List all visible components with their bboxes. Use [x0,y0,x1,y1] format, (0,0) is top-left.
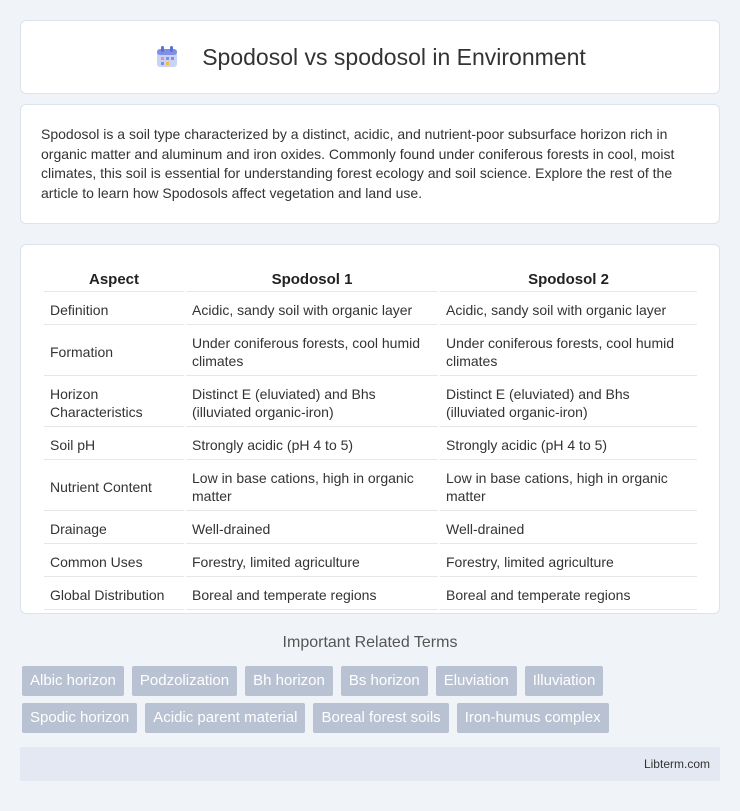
row-aspect: Drainage [44,513,184,544]
comparison-table [42,265,699,612]
row-value-2: Strongly acidic (pH 4 to 5) [440,429,697,460]
tag-iron-humus-complex[interactable]: Iron-humus complex [457,703,609,733]
related-terms-list [22,666,722,740]
table-row [44,546,697,577]
row-value-1: Boreal and temperate regions [186,579,438,610]
page-title: Spodosol vs spodosol in Environment [202,43,586,70]
row-value-1: Strongly acidic (pH 4 to 5) [186,429,438,460]
row-aspect: Soil pH [44,429,184,460]
tag-albic-horizon[interactable]: Albic horizon [22,666,124,696]
row-value-2: Forestry, limited agriculture [440,546,697,577]
row-value-2: Boreal and temperate regions [440,579,697,610]
row-value-1: Distinct E (eluviated) and Bhs (illuviated organic-iron) [186,378,438,427]
row-value-1: Well-drained [186,513,438,544]
header-spodosol-1: Spodosol 1 [186,267,438,292]
tag-spodic-horizon[interactable]: Spodic horizon [22,703,137,733]
title-card [20,20,720,94]
table-row [44,513,697,544]
tag-acidic-parent-material[interactable]: Acidic parent material [145,703,305,733]
table-row [44,378,697,427]
row-aspect: Formation [44,327,184,376]
tag-boreal-forest-soils[interactable]: Boreal forest soils [313,703,448,733]
comparison-table-card [20,244,720,614]
tag-bh-horizon[interactable]: Bh horizon [245,666,333,696]
header-spodosol-2: Spodosol 2 [440,267,697,292]
table-row [44,462,697,511]
row-aspect: Nutrient Content [44,462,184,511]
tag-podzolization[interactable]: Podzolization [132,666,237,696]
row-value-2: Under coniferous forests, cool humid climates [440,327,697,376]
intro-text: Spodosol is a soil type characterized by a distinct, acidic, and nutrient-poor subsurface horizon rich in organic matter and aluminum and iron oxides. Commonly found under coniferous forests in cool, moist climates, this soil is essential for understanding forest ecology and soil science. Explore the rest of the article to learn how Spodosols affect vegetation and land use. [41,126,675,201]
table-row [44,429,697,460]
tag-bs-horizon[interactable]: Bs horizon [341,666,428,696]
footer-link[interactable]: Libterm.com [643,757,710,771]
calendar-icon [154,44,180,70]
related-terms-title: Important Related Terms [282,634,458,651]
row-aspect: Common Uses [44,546,184,577]
header-aspect: Aspect [44,267,184,292]
row-value-2: Acidic, sandy soil with organic layer [440,294,697,325]
row-value-2: Well-drained [440,513,697,544]
row-value-1: Acidic, sandy soil with organic layer [186,294,438,325]
row-value-2: Distinct E (eluviated) and Bhs (illuviated organic-iron) [440,378,697,427]
table-header-row [44,267,697,292]
table-row [44,327,697,376]
row-aspect: Horizon Characteristics [44,378,184,427]
row-value-2: Low in base cations, high in organic matter [440,462,697,511]
row-value-1: Under coniferous forests, cool humid climates [186,327,438,376]
row-aspect: Definition [44,294,184,325]
tag-eluviation[interactable]: Eluviation [436,666,517,696]
row-value-1: Forestry, limited agriculture [186,546,438,577]
row-aspect: Global Distribution [44,579,184,610]
row-value-1: Low in base cations, high in organic matter [186,462,438,511]
table-row [44,579,697,610]
intro-card [20,104,720,224]
footer [20,747,720,781]
table-row [44,294,697,325]
tag-illuviation[interactable]: Illuviation [525,666,604,696]
